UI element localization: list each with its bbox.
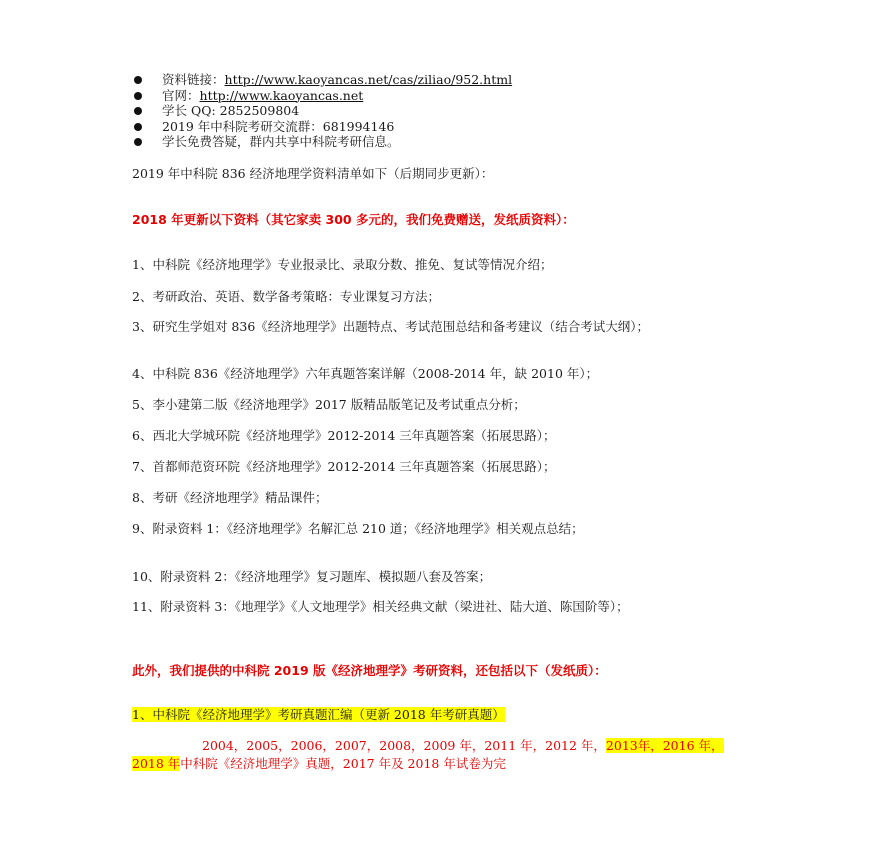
list-item: 11、附录资料 3：《地理学》《人文地理学》相关经典文献（梁进社、陆大道、陈国阶等）；	[132, 599, 629, 614]
list-item: 官网：http://www.kaoyancas.net	[132, 88, 512, 104]
group-text: 2019 年中科院考研交流群：681994146	[162, 118, 395, 134]
intro-text: 2019 年中科院 836 经济地理学资料清单如下（后期同步更新）：	[132, 166, 494, 181]
material-link[interactable]: http://www.kaoyancas.net/cas/ziliao/952.html	[224, 72, 513, 87]
extra-item	[132, 706, 740, 724]
list-item	[132, 103, 512, 119]
highlighted-text: 2013	[605, 738, 638, 753]
bullet-icon	[134, 123, 142, 131]
list-item: 9、附录资料 1：《经济地理学》名解汇总 210 道；《经济地理学》相关观点总结；	[132, 521, 584, 536]
list-item: 10、附录资料 2：《经济地理学》复习题库、模拟题八套及答案；	[132, 569, 492, 584]
bullet-icon	[134, 92, 142, 100]
answer-text: 学长免费答疑，群内共享中科院考研信息。	[162, 134, 400, 150]
bullet-icon	[134, 107, 142, 115]
list-item: 4、中科院 836《经济地理学》六年真题答案详解（2008-2014 年，缺 2010 年）；	[132, 366, 599, 381]
highlighted-text: 年，2016 年，2018 年	[132, 738, 724, 771]
list-item: 7、首都师范资环院《经济地理学》2012-2014 三年真题答案（拓展思路）；	[132, 459, 556, 474]
bullet-icon	[134, 138, 142, 146]
extra-heading: 此外，我们提供的中科院 2019 版《经济地理学》考研资料，还包括以下（发纸质）：	[132, 663, 607, 678]
list-item	[132, 134, 512, 150]
highlighted-text: 1、中科院《经济地理学》考研真题汇编（更新 2018 年考研真题）	[132, 707, 505, 722]
list-item: 资料链接：http://www.kaoyancas.net/cas/ziliao/952.html	[132, 72, 512, 88]
list-item: 2、考研政治、英语、数学备考策略：专业课复习方法；	[132, 289, 440, 304]
bullet-icon	[134, 76, 142, 84]
info-bullet-list	[132, 72, 512, 150]
list-item: 1、中科院《经济地理学》专业报录比、录取分数、推免、复试等情况介绍；	[132, 257, 553, 272]
list-item	[132, 119, 512, 135]
qq-text: 学长 QQ: 2852509804	[162, 103, 300, 119]
list-item: 3、研究生学姐对 836《经济地理学》出题特点、考试范围总结和备考建议（结合考试大纲）；	[132, 319, 650, 334]
years-paragraph: 2004，2005，2006，2007，2008，2009 年，2011 年，2012 年，2013年，2016 年，2018 年中科院《经济地理学》真题，2017 年及 2018 年试卷为完	[132, 738, 724, 771]
list-item: 5、李小建第二版《经济地理学》2017 版精品版笔记及考试重点分析；	[132, 397, 526, 412]
update-heading: 2018 年更新以下资料（其它家卖 300 多元的，我们免费赠送，发纸质资料）：	[132, 212, 575, 227]
list-item: 8、考研《经济地理学》精品课件；	[132, 490, 328, 505]
list-item: 6、西北大学城环院《经济地理学》2012-2014 三年真题答案（拓展思路）；	[132, 428, 556, 443]
official-site-link[interactable]: http://www.kaoyancas.net	[199, 87, 364, 103]
